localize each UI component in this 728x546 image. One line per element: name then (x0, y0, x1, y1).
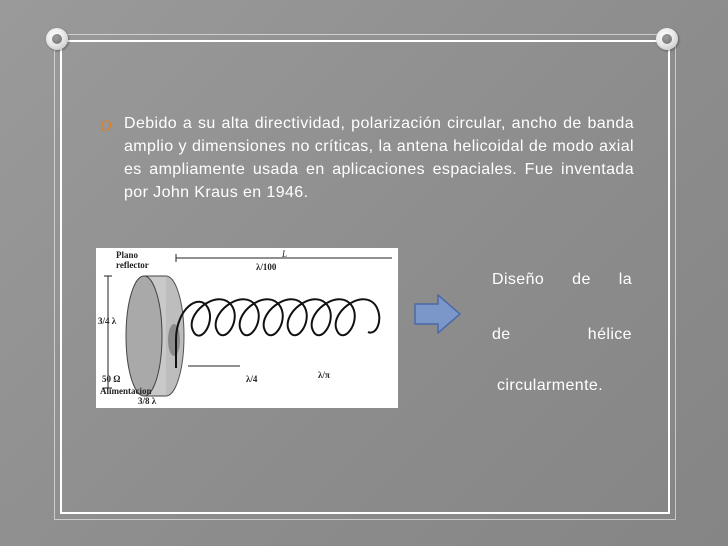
label-alimentacion: Alimentacion (100, 386, 152, 396)
bullet-marker: O (100, 118, 112, 135)
label-lambda-pi: λ/π (318, 370, 330, 380)
label-reflector: reflector (116, 260, 149, 270)
caption-word-de-2: de (492, 326, 511, 343)
label-length: L (282, 249, 288, 259)
caption-word-helice: hélice (587, 326, 632, 343)
helix-antenna-diagram (96, 248, 398, 408)
caption-line-3: circularmente. (497, 377, 604, 394)
caption-word-diseno: Diseño (492, 271, 545, 288)
label-lambda-4: λ/4 (246, 374, 258, 384)
label-50-ohm: 50 Ω (102, 374, 121, 384)
caption-line-2 (492, 326, 632, 344)
caption-word-la: la (618, 271, 632, 288)
label-three-quarter-lambda: 3/4 λ (98, 316, 117, 326)
bolt-icon-top-right (656, 28, 678, 50)
helix-antenna-svg (96, 248, 398, 408)
right-arrow-icon (414, 294, 462, 334)
caption-word-de: de (572, 271, 591, 288)
caption-line-1 (492, 271, 632, 289)
bolt-icon-top-left (46, 28, 68, 50)
label-three-eighths-lambda: 3/8 λ (138, 396, 157, 406)
body-paragraph: Debido a su alta directividad, polarización circular, ancho de banda amplio y dimensiones no críticas, la antena helicoidal de modo axial es ampliamente usada en aplicaciones espaciales. Fue inventada por John Kraus en 1946. (124, 115, 634, 201)
label-lambda-100: λ/100 (256, 262, 277, 272)
label-plano: Plano (116, 250, 139, 260)
